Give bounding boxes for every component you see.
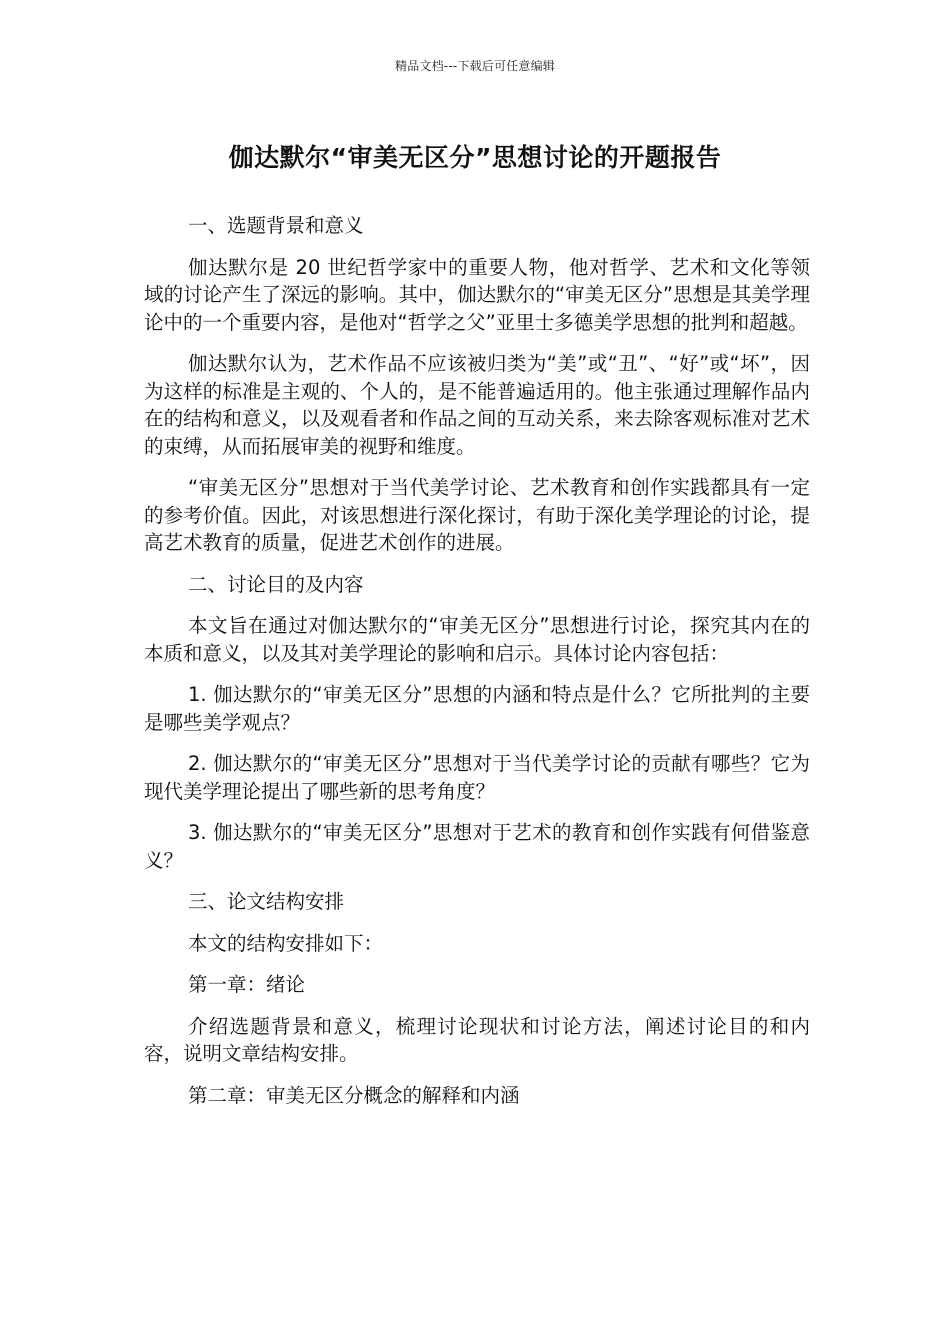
- paragraph-chapter-1: 介绍选题背景和意义，梳理讨论现状和讨论方法，阐述讨论目的和内容，说明文章结构安排。: [144, 1014, 810, 1065]
- paragraph-gadamer-view: 伽达默尔认为，艺术作品不应该被归类为“美”或“丑”、“好”或“坏”，因为这样的标准是主观的、个人的，是不能普遍适用的。他主张通过理解作品内在的结构和意义，以及观看者和作品之间的互动关系，来去除客观标准对艺术的束缚，从而拓展审美的视野和维度。: [144, 352, 810, 458]
- chapter-heading-2: 第二章：审美无区分概念的解释和内涵: [188, 1083, 520, 1107]
- page-header: 精品文档---下载后可任意编辑: [395, 59, 555, 73]
- chapter-heading-1: 第一章：绪论: [188, 973, 306, 996]
- section-heading-background: 一、选题背景和意义: [188, 214, 364, 237]
- paragraph-purpose: 本文旨在通过对伽达默尔的“审美无区分”思想进行讨论，探究其内在的本质和意义，以及其对美学理论的影响和启示。具体讨论内容包括：: [144, 614, 810, 665]
- paragraph-gadamer-intro: 伽达默尔是 20 世纪哲学家中的重要人物，他对哲学、艺术和文化等领域的讨论产生了深远的影响。其中，伽达默尔的“审美无区分”思想是其美学理论中的一个重要内容，是他对“哲学之父”亚里士多德美学思想的批判和超越。: [144, 255, 810, 334]
- paragraph-structure-intro: 本文的结构安排如下：: [188, 931, 384, 955]
- document-body: [144, 212, 810, 1123]
- list-item-question-1: 1. 伽达默尔的“审美无区分”思想的内涵和特点是什么？它所批判的主要是哪些美学观点？: [144, 683, 810, 734]
- paragraph-reference-value: “审美无区分”思想对于当代美学讨论、艺术教育和创作实践都具有一定的参考价值。因此，对该思想进行深化探讨，有助于深化美学理论的讨论，提高艺术教育的质量，促进艺术创作的进展。: [144, 476, 810, 554]
- section-heading-purpose: 二、讨论目的及内容: [188, 572, 364, 596]
- list-item-question-3: 3. 伽达默尔的“审美无区分”思想对于艺术的教育和创作实践有何借鉴意义？: [144, 821, 810, 872]
- list-item-question-2: 2. 伽达默尔的“审美无区分”思想对于当代美学讨论的贡献有哪些？它为现代美学理论提出了哪些新的思考角度？: [144, 752, 810, 803]
- section-heading-structure: 三、论文结构安排: [188, 890, 345, 913]
- document-title: 伽达默尔“审美无区分”思想讨论的开题报告: [228, 143, 722, 172]
